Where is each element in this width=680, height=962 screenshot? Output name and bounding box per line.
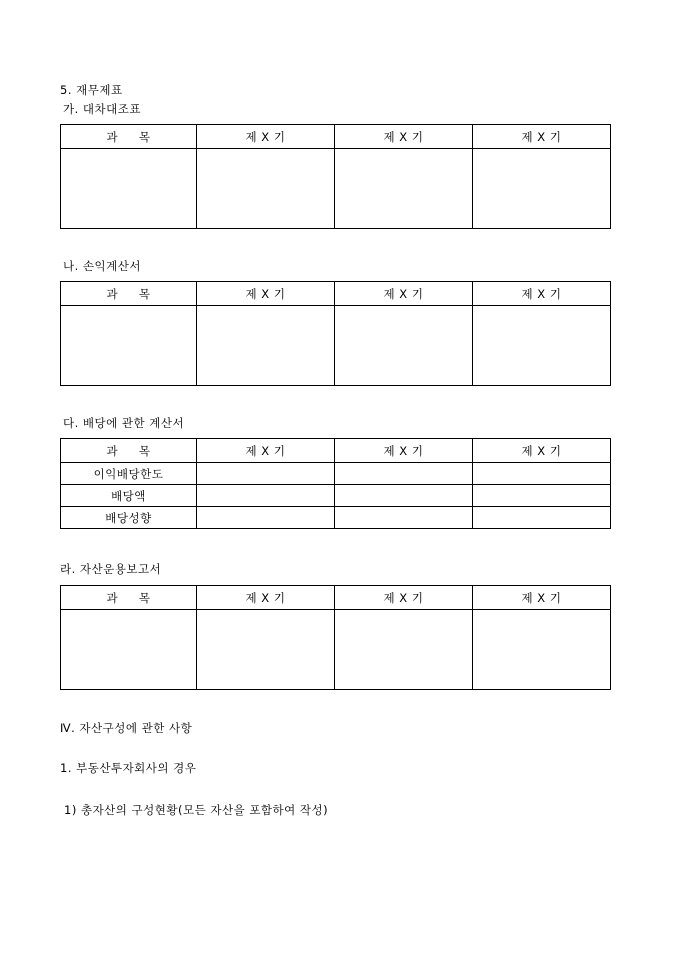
- row-label: 배당액: [61, 485, 197, 507]
- item-1-1-title: 1) 총자산의 구성현황(모든 자산을 포함하여 작성): [64, 803, 329, 817]
- header-period: 제 X 기: [335, 125, 473, 149]
- table-cell: [335, 610, 473, 690]
- header-period: 제 X 기: [197, 282, 335, 306]
- table-cell: [473, 485, 611, 507]
- table-header-row: [61, 586, 611, 610]
- header-period: 제 X 기: [473, 282, 611, 306]
- income-statement-title: 나. 손익계산서: [63, 259, 141, 273]
- table-cell: [335, 507, 473, 529]
- row-label: 배당성향: [61, 507, 197, 529]
- header-period: 제 X 기: [335, 282, 473, 306]
- table-row: [61, 485, 611, 507]
- header-period: 제 X 기: [197, 125, 335, 149]
- balance-sheet-table: [60, 124, 611, 229]
- table-body-row: [61, 610, 611, 690]
- item-1-title: 1. 부동산투자회사의 경우: [60, 761, 197, 775]
- table-cell: [197, 610, 335, 690]
- table-cell: [473, 306, 611, 386]
- table-cell: [61, 306, 197, 386]
- table-cell: [473, 463, 611, 485]
- table-header-row: [61, 125, 611, 149]
- table-cell: [197, 306, 335, 386]
- table-cell: [473, 610, 611, 690]
- header-period: 제 X 기: [197, 586, 335, 610]
- table-cell: [61, 610, 197, 690]
- table-cell: [197, 485, 335, 507]
- table-cell: [197, 507, 335, 529]
- table-cell: [61, 149, 197, 229]
- header-period: 제 X 기: [473, 586, 611, 610]
- table-body-row: [61, 306, 611, 386]
- table-cell: [197, 463, 335, 485]
- dividend-title: 다. 배당에 관한 계산서: [63, 416, 185, 430]
- table-header-row: [61, 282, 611, 306]
- table-header-row: [61, 439, 611, 463]
- header-subject: 과 목: [61, 125, 197, 149]
- header-period: 제 X 기: [473, 125, 611, 149]
- header-period: 제 X 기: [335, 586, 473, 610]
- table-cell: [197, 149, 335, 229]
- header-subject: 과 목: [61, 439, 197, 463]
- header-subject: 과 목: [61, 282, 197, 306]
- table-row: [61, 463, 611, 485]
- header-period: 제 X 기: [197, 439, 335, 463]
- section-title: 5. 재무제표: [60, 83, 123, 97]
- table-cell: [335, 463, 473, 485]
- header-period: 제 X 기: [473, 439, 611, 463]
- asset-report-title: 라. 자산운용보고서: [60, 562, 162, 576]
- row-label: 이익배당한도: [61, 463, 197, 485]
- table-row: [61, 507, 611, 529]
- income-statement-table: [60, 281, 611, 386]
- table-cell: [335, 306, 473, 386]
- asset-report-table: [60, 585, 611, 690]
- dividend-table: [60, 438, 611, 529]
- header-period: 제 X 기: [335, 439, 473, 463]
- balance-sheet-title: 가. 대차대조표: [63, 102, 141, 116]
- table-cell: [473, 507, 611, 529]
- table-body-row: [61, 149, 611, 229]
- table-cell: [473, 149, 611, 229]
- header-subject: 과 목: [61, 586, 197, 610]
- table-cell: [335, 485, 473, 507]
- table-cell: [335, 149, 473, 229]
- part-iv-title: Ⅳ. 자산구성에 관한 사항: [60, 721, 193, 735]
